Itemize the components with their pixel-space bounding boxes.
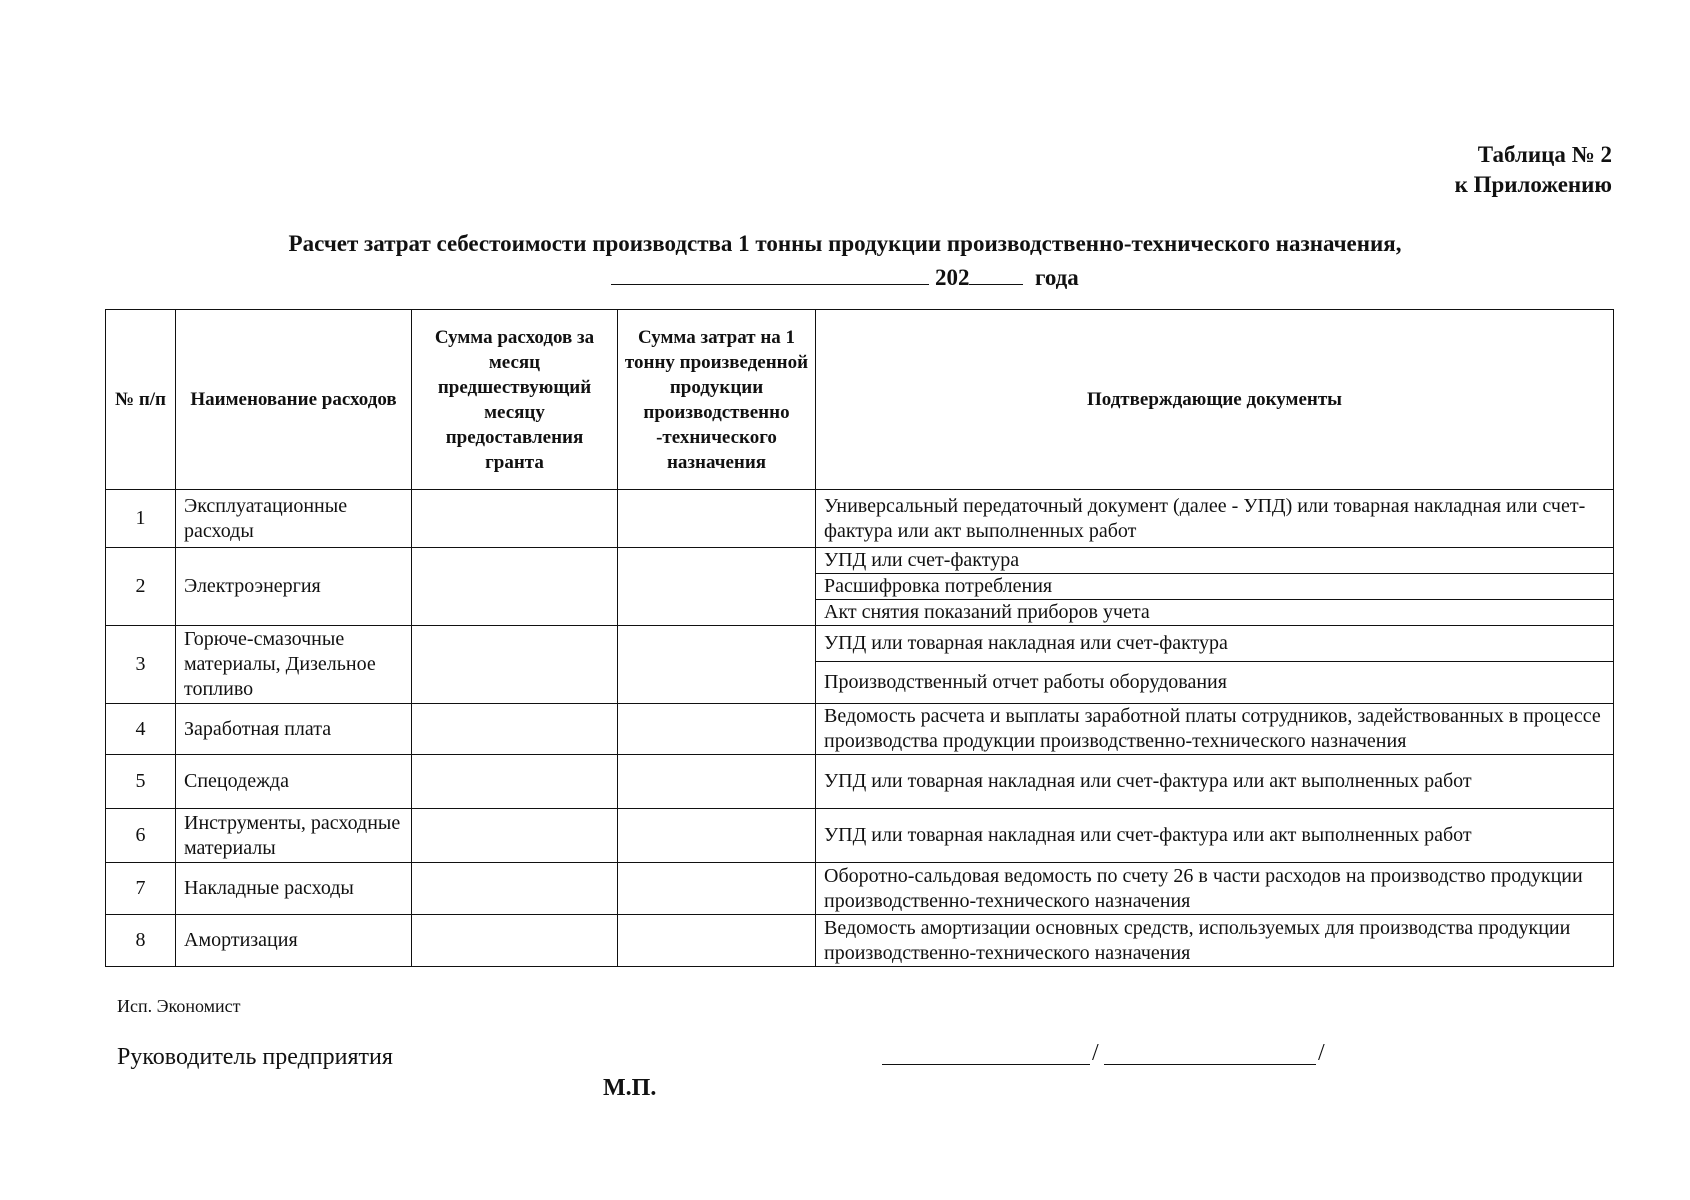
table-row [106,548,1614,574]
expense-name: Накладные расходы [176,863,412,915]
cost-per-ton-cell [618,704,816,755]
year-suffix: года [1034,265,1079,290]
table-row [106,755,1614,809]
table-header-row [106,310,1614,490]
document-cell: УПД или товарная накладная или счет-фактура или акт выполненных работ [816,809,1614,863]
table-row [106,626,1614,662]
cost-per-ton-cell [618,809,816,863]
column-header-documents: Подтверждающие документы [816,310,1614,490]
column-header-expense-name: Наименование расходов [176,310,412,490]
expense-name: Спецодежда [176,755,412,809]
table-row [106,490,1614,548]
monthly-sum-cell [412,915,618,967]
row-number: 8 [106,915,176,967]
document-cell: Ведомость амортизации основных средств, используемых для производства продукции производственно-технического назначения [816,915,1614,967]
document-cell: Расшифровка потребления [816,574,1614,600]
monthly-sum-cell [412,626,618,704]
table-row [106,704,1614,755]
date-blank [611,260,929,285]
expense-name: Заработная плата [176,704,412,755]
expense-name: Горюче-смазочные материалы, Дизельное топливо [176,626,412,704]
expense-name: Эксплуатационные расходы [176,490,412,548]
monthly-sum-cell [412,863,618,915]
title-date-line [105,260,1585,294]
expense-name: Инструменты, расходные материалы [176,809,412,863]
document-reference [1455,140,1612,200]
expense-name: Электроэнергия [176,548,412,626]
row-number: 7 [106,863,176,915]
document-cell: Ведомость расчета и выплаты заработной платы сотрудников, задействованных в процессе производства продукции производственно-технического назначения [816,704,1614,755]
column-header-monthly-sum: Сумма расходов за месяц предшествующий месяцу предоставления гранта [412,310,618,490]
document-cell: УПД или товарная накладная или счет-фактура или акт выполненных работ [816,755,1614,809]
cost-per-ton-cell [618,626,816,704]
name-line [1104,1064,1316,1065]
row-number: 3 [106,626,176,704]
monthly-sum-cell [412,704,618,755]
table-number-label: Таблица № 2 [1477,142,1612,167]
document-cell: Акт снятия показаний приборов учета [816,600,1614,626]
document-cell: УПД или товарная накладная или счет-фактура [816,626,1614,662]
year-prefix: 202 [934,265,970,290]
document-title [105,228,1585,294]
document-cell: Производственный отчет работы оборудования [816,662,1614,704]
column-header-number: № п/п [106,310,176,490]
row-number: 6 [106,809,176,863]
executor-label: Исп. Экономист [117,996,241,1016]
table-row [106,915,1614,967]
head-of-enterprise-label: Руководитель предприятия [117,1044,393,1070]
name-slash: / [1318,1040,1325,1066]
monthly-sum-cell [412,755,618,809]
cost-per-ton-cell [618,548,816,626]
signature-slash: / [1092,1040,1099,1066]
expense-name: Амортизация [176,915,412,967]
column-header-cost-per-ton: Сумма затрат на 1 тонну произведенной продукции производственно -технического назначения [618,310,816,490]
cost-per-ton-cell [618,915,816,967]
monthly-sum-cell [412,809,618,863]
signature-line [882,1064,1090,1065]
monthly-sum-cell [412,548,618,626]
monthly-sum-cell [412,490,618,548]
appendix-label: к Приложению [1454,172,1612,197]
row-number: 1 [106,490,176,548]
cost-per-ton-cell [618,755,816,809]
document-cell: УПД или счет-фактура [816,548,1614,574]
document-cell: Оборотно-сальдовая ведомость по счету 26 в части расходов на производство продукции производственно-технического назначения [816,863,1614,915]
row-number: 2 [106,548,176,626]
table-row [106,863,1614,915]
row-number: 5 [106,755,176,809]
cost-per-ton-cell [618,863,816,915]
title-line: Расчет затрат себестоимости производства 1 тонны продукции производственно-технического назначения, [288,231,1402,256]
document-cell: Универсальный передаточный документ (далее - УПД) или товарная накладная или счет-фактура или акт выполненных работ [816,490,1614,548]
year-blank [969,260,1023,285]
cost-per-ton-cell [618,490,816,548]
seal-mark: М.П. [603,1075,657,1101]
cost-table [105,309,1614,967]
table-row [106,809,1614,863]
row-number: 4 [106,704,176,755]
